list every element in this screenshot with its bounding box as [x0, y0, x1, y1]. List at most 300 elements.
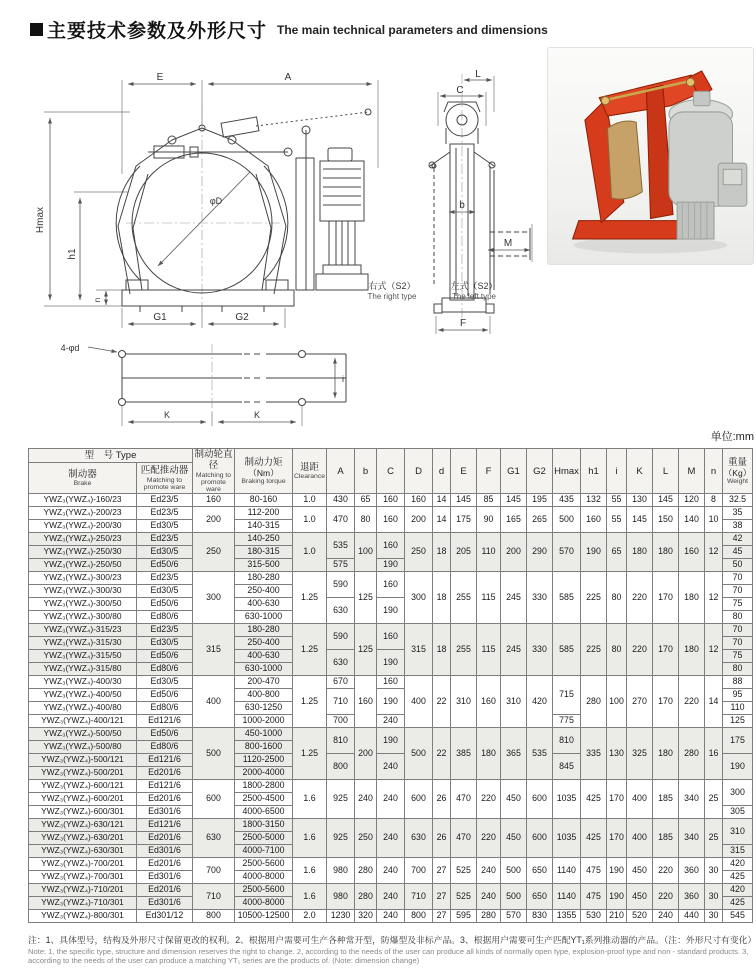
table-cell: 1800-2800	[235, 780, 293, 793]
table-cell: Ed50/6	[137, 598, 193, 611]
model-cell: YWZ₃(YWZ₄)-500/121	[29, 754, 137, 767]
table-cell: 16	[705, 728, 723, 780]
table-cell: 630	[193, 819, 235, 858]
col-header-torque: 制动力矩 （Nm） Braking torque	[235, 449, 293, 494]
table-row	[29, 624, 753, 637]
table-cell: 55	[607, 507, 627, 533]
table-cell: 185	[653, 819, 679, 858]
front-view-drawing	[30, 68, 395, 340]
table-cell: 240	[653, 910, 679, 923]
table-cell: 270	[627, 676, 653, 728]
table-cell: Ed23/5	[137, 624, 193, 637]
table-cell: 1.6	[293, 884, 327, 910]
table-cell: 1.0	[293, 494, 327, 507]
table-cell: 115	[477, 624, 501, 676]
table-cell: 440	[679, 910, 705, 923]
table-cell: 130	[607, 728, 627, 780]
table-cell: Ed23/5	[137, 494, 193, 507]
table-cell: 2500-5600	[235, 884, 293, 897]
table-cell: Ed201/6	[137, 884, 193, 897]
table-cell: 450	[627, 858, 653, 884]
table-cell: 220	[627, 624, 653, 676]
table-cell: 670	[327, 676, 355, 689]
table-cell: 700	[193, 858, 235, 884]
table-cell: 1.0	[293, 507, 327, 533]
table-row	[29, 780, 753, 793]
table-cell: 35	[723, 507, 753, 520]
table-cell: 710	[405, 884, 433, 910]
table-cell: 365	[501, 728, 527, 780]
table-cell: 1.25	[293, 728, 327, 780]
table-cell: 22	[433, 728, 451, 780]
table-cell: 180	[679, 572, 705, 624]
table-cell: 925	[327, 819, 355, 858]
table-cell: 315	[405, 624, 433, 676]
dim-label-m: M	[503, 238, 513, 249]
table-cell: 300	[723, 780, 753, 806]
table-cell: 255	[451, 572, 477, 624]
table-cell: 425	[581, 819, 607, 858]
table-row	[29, 884, 753, 897]
bottom-view-drawing	[50, 338, 380, 430]
table-cell: 470	[327, 507, 355, 533]
page-title-zh: 主要技术参数及外形尺寸	[47, 21, 268, 42]
table-cell: 240	[377, 910, 405, 923]
col-header-hmax: Hmax	[553, 449, 581, 494]
col-header-k: K	[627, 449, 653, 494]
table-cell: 255	[451, 624, 477, 676]
table-cell: Ed121/6	[137, 754, 193, 767]
table-cell: 250	[405, 533, 433, 572]
table-cell: 335	[581, 728, 607, 780]
note-en: Note: 1, the specific type, structure and dimension reserves the right to change. 2, according to the needs of the user can produce all kinds of normally open type, explosion-proof type and non - standard products. 3, according to the needs of the user can produce a matching YT₁ series are the products of. (Note: dimension change)	[28, 946, 749, 966]
table-cell: 300	[405, 572, 433, 624]
table-cell: Ed30/5	[137, 676, 193, 689]
table-cell: 500	[553, 507, 581, 533]
table-cell: 700	[405, 858, 433, 884]
table-row	[29, 533, 753, 546]
spec-table-wrap	[28, 448, 755, 923]
table-cell: 650	[527, 858, 553, 884]
col-header-b: b	[355, 449, 377, 494]
dim-label-hmax: Hmax	[35, 206, 46, 234]
dim-label-e: E	[156, 72, 164, 83]
table-cell: 475	[581, 884, 607, 910]
table-cell: 630	[327, 650, 355, 676]
dim-label-g1: G1	[153, 312, 167, 323]
col-header-d: D	[405, 449, 433, 494]
table-cell: 420	[527, 676, 553, 728]
table-cell: 2500-4500	[235, 793, 293, 806]
table-cell: 450	[501, 780, 527, 819]
table-cell: 180	[653, 533, 679, 572]
dim-label-k1: K	[163, 410, 171, 420]
table-cell: 175	[723, 728, 753, 754]
table-cell: 1.25	[293, 572, 327, 624]
table-cell: 980	[327, 884, 355, 910]
table-cell: 80	[607, 624, 627, 676]
table-cell: 240	[477, 884, 501, 910]
model-cell: YWZ₃(YWZ₄)-315/23	[29, 624, 137, 637]
col-header-g2: G2	[527, 449, 553, 494]
page-title-en: The main technical parameters and dimensions	[277, 22, 548, 37]
table-cell: Ed80/6	[137, 702, 193, 715]
table-cell: 305	[723, 806, 753, 819]
table-cell: 585	[553, 572, 581, 624]
table-cell: Ed301/6	[137, 845, 193, 858]
table-cell: 710	[193, 884, 235, 910]
table-cell: 205	[451, 533, 477, 572]
table-cell: Ed30/5	[137, 637, 193, 650]
table-cell: 240	[377, 858, 405, 884]
table-cell: 1140	[553, 858, 581, 884]
table-cell: 600	[405, 780, 433, 819]
table-cell: 500	[405, 728, 433, 780]
table-cell: 27	[433, 884, 451, 910]
table-cell: 810	[327, 728, 355, 754]
table-cell: 400	[193, 676, 235, 728]
table-cell: 420	[723, 884, 753, 897]
notes	[28, 935, 755, 966]
table-cell: 115	[477, 572, 501, 624]
table-cell: 170	[653, 572, 679, 624]
col-header-e: E	[451, 449, 477, 494]
table-cell: 1.0	[293, 533, 327, 572]
model-cell: YWZ₃(YWZ₄)-400/121	[29, 715, 137, 728]
table-cell: 160	[377, 676, 405, 689]
model-cell: YWZ₃(YWZ₄)-700/301	[29, 871, 137, 884]
table-cell: 400	[405, 676, 433, 728]
table-cell: 1.6	[293, 858, 327, 884]
table-cell: Ed201/6	[137, 793, 193, 806]
table-row	[29, 819, 753, 832]
table-cell: 65	[355, 494, 377, 507]
table-cell: 180-315	[235, 546, 293, 559]
table-cell: 160	[377, 494, 405, 507]
table-cell: Ed201/6	[137, 767, 193, 780]
table-cell: 1120-2500	[235, 754, 293, 767]
table-cell: Ed301/12	[137, 910, 193, 923]
table-cell: 145	[451, 494, 477, 507]
table-cell: 10500-12500	[235, 910, 293, 923]
table-cell: 132	[581, 494, 607, 507]
table-cell: 120	[679, 494, 705, 507]
table-cell: 170	[653, 676, 679, 728]
table-cell: 27	[433, 858, 451, 884]
table-cell: 1035	[553, 819, 581, 858]
table-cell: 450-1000	[235, 728, 293, 741]
product-photo	[547, 47, 754, 265]
table-cell: 310	[723, 819, 753, 845]
dim-label-k2: K	[253, 410, 261, 420]
table-cell: 70	[723, 585, 753, 598]
table-cell: 195	[527, 494, 553, 507]
table-cell: 315	[723, 845, 753, 858]
table-cell: 800	[193, 910, 235, 923]
table-cell: 800	[405, 910, 433, 923]
table-cell: 400	[627, 819, 653, 858]
table-cell: 8	[705, 494, 723, 507]
table-cell: 50	[723, 559, 753, 572]
model-cell: YWZ₃(YWZ₄)-600/201	[29, 793, 137, 806]
table-cell: 400-630	[235, 598, 293, 611]
table-cell: Ed30/5	[137, 520, 193, 533]
right-type-en: The right type	[367, 292, 417, 302]
table-cell: 330	[527, 572, 553, 624]
table-cell: 12	[705, 624, 723, 676]
table-cell: 310	[451, 676, 477, 728]
table-cell: 320	[355, 910, 377, 923]
table-cell: 145	[653, 494, 679, 507]
table-cell: 30	[705, 910, 723, 923]
table-cell: 160	[377, 572, 405, 598]
model-cell: YWZ₃(YWZ₄)-250/30	[29, 546, 137, 559]
table-cell: 595	[451, 910, 477, 923]
table-cell: 360	[679, 884, 705, 910]
table-cell: 700	[327, 715, 355, 728]
model-cell: YWZ₃(YWZ₄)-300/50	[29, 598, 137, 611]
table-cell: 710	[327, 689, 355, 715]
table-cell: 170	[653, 624, 679, 676]
table-cell: 30	[705, 884, 723, 910]
table-cell: 1355	[553, 910, 581, 923]
table-cell: 190	[581, 533, 607, 572]
table-cell: 55	[607, 494, 627, 507]
table-cell: 18	[433, 533, 451, 572]
table-cell: 240	[377, 780, 405, 819]
table-cell: 925	[327, 780, 355, 819]
model-cell: YWZ₃(YWZ₄)-710/201	[29, 884, 137, 897]
table-cell: 65	[607, 533, 627, 572]
table-cell: 220	[653, 884, 679, 910]
table-cell: Ed50/6	[137, 559, 193, 572]
table-cell: 245	[501, 572, 527, 624]
table-cell: 18	[433, 624, 451, 676]
table-cell: 14	[433, 494, 451, 507]
table-cell: 315	[193, 624, 235, 676]
col-header-i: i	[607, 449, 627, 494]
spec-table	[28, 448, 753, 923]
table-cell: 4000-8000	[235, 897, 293, 910]
table-cell: 400-800	[235, 689, 293, 702]
table-cell: 2500-5600	[235, 858, 293, 871]
table-cell: 175	[451, 507, 477, 533]
table-cell: 240	[377, 819, 405, 858]
table-cell: 360	[679, 858, 705, 884]
table-cell: Ed121/6	[137, 715, 193, 728]
table-cell: 325	[627, 728, 653, 780]
table-cell: 200	[501, 533, 527, 572]
dim-label-c: C	[456, 85, 464, 96]
table-cell: 160	[377, 624, 405, 650]
table-cell: 145	[627, 507, 653, 533]
table-cell: 545	[723, 910, 753, 923]
table-row	[29, 572, 753, 585]
table-cell: 300	[193, 572, 235, 624]
table-cell: 160	[377, 533, 405, 559]
col-header-diameter: 制动轮直径 Matching to promote ware	[194, 449, 233, 494]
dim-label-h1: h1	[67, 248, 78, 260]
table-cell: 630	[405, 819, 433, 858]
table-cell: 30	[705, 858, 723, 884]
left-type-en: The left type	[451, 292, 497, 302]
model-cell: YWZ₃(YWZ₄)-315/30	[29, 637, 137, 650]
col-header-m: M	[679, 449, 705, 494]
table-cell: 145	[501, 494, 527, 507]
dim-label-l: L	[475, 69, 481, 80]
table-cell: 535	[327, 533, 355, 559]
model-cell: YWZ₃(YWZ₄)-250/50	[29, 559, 137, 572]
table-cell: 280	[355, 858, 377, 884]
table-cell: 280	[679, 728, 705, 780]
model-cell: YWZ₃(YWZ₄)-400/50	[29, 689, 137, 702]
model-cell: YWZ₃(YWZ₄)-500/80	[29, 741, 137, 754]
table-cell: 160	[581, 507, 607, 533]
table-cell: 70	[723, 624, 753, 637]
model-cell: YWZ₃(YWZ₄)-630/121	[29, 819, 137, 832]
dim-label-g2: G2	[235, 312, 249, 323]
table-cell: 980	[327, 858, 355, 884]
unit-label: 单位:mm	[710, 431, 754, 443]
table-cell: 775	[553, 715, 581, 728]
table-cell: 180	[653, 728, 679, 780]
table-cell: 170	[607, 819, 627, 858]
table-cell: 530	[581, 910, 607, 923]
table-cell: 225	[581, 624, 607, 676]
table-cell: 280	[477, 910, 501, 923]
table-cell: 160	[377, 507, 405, 533]
table-cell: Ed201/6	[137, 858, 193, 871]
table-cell: 112-200	[235, 507, 293, 520]
table-cell: 180	[627, 533, 653, 572]
model-cell: YWZ₃(YWZ₄)-315/80	[29, 663, 137, 676]
table-cell: 80	[607, 572, 627, 624]
model-cell: YWZ₃(YWZ₄)-630/201	[29, 832, 137, 845]
table-cell: 830	[527, 910, 553, 923]
table-cell: 245	[501, 624, 527, 676]
table-cell: 4000-6500	[235, 806, 293, 819]
table-cell: 240	[377, 884, 405, 910]
table-cell: 220	[477, 780, 501, 819]
table-cell: 70	[723, 572, 753, 585]
table-cell: 165	[501, 507, 527, 533]
col-header-c: C	[377, 449, 405, 494]
table-cell: 100	[607, 676, 627, 728]
table-row	[29, 494, 753, 507]
table-cell: 200	[355, 728, 377, 780]
table-cell: 140	[679, 507, 705, 533]
table-cell: 2000-4000	[235, 767, 293, 780]
dim-label-b: b	[459, 200, 465, 211]
table-cell: 185	[653, 780, 679, 819]
table-cell: 425	[581, 780, 607, 819]
table-cell: 160	[477, 676, 501, 728]
table-cell: 190	[377, 650, 405, 676]
model-cell: YWZ₃(YWZ₄)-400/30	[29, 676, 137, 689]
table-cell: 1.6	[293, 780, 327, 819]
table-cell: 250-400	[235, 637, 293, 650]
table-cell: 1.25	[293, 624, 327, 676]
table-cell: 160	[355, 676, 377, 728]
table-cell: Ed50/6	[137, 728, 193, 741]
table-cell: Ed201/6	[137, 832, 193, 845]
table-cell: 140-250	[235, 533, 293, 546]
table-cell: 80	[723, 663, 753, 676]
model-cell: YWZ₃(YWZ₄)-315/50	[29, 650, 137, 663]
table-cell: 810	[553, 728, 581, 754]
col-header-g1: G1	[501, 449, 527, 494]
table-cell: 800-1600	[235, 741, 293, 754]
dim-label-i: i	[342, 374, 344, 384]
table-cell: 590	[327, 624, 355, 650]
table-row	[29, 910, 753, 923]
table-cell: 425	[723, 897, 753, 910]
table-cell: 315-500	[235, 559, 293, 572]
table-cell: 1140	[553, 884, 581, 910]
table-cell: 500	[501, 884, 527, 910]
table-cell: 130	[627, 494, 653, 507]
table-cell: 125	[355, 572, 377, 624]
table-cell: 220	[627, 572, 653, 624]
table-cell: 95	[723, 689, 753, 702]
table-cell: 450	[627, 884, 653, 910]
table-cell: 12	[705, 572, 723, 624]
col-header-h1: h1	[581, 449, 607, 494]
col-header-a: A	[327, 449, 355, 494]
table-cell: 500	[193, 728, 235, 780]
table-cell: Ed23/5	[137, 572, 193, 585]
table-cell: 210	[607, 910, 627, 923]
left-type-label	[432, 281, 516, 302]
table-cell: 425	[723, 871, 753, 884]
table-cell: 630-1000	[235, 663, 293, 676]
section-marker-icon	[30, 23, 43, 36]
table-cell: Ed121/6	[137, 819, 193, 832]
table-cell: 240	[377, 754, 405, 780]
dim-label-f: F	[459, 318, 467, 329]
table-cell: 845	[553, 754, 581, 780]
table-cell: 18	[433, 572, 451, 624]
table-cell: 80-160	[235, 494, 293, 507]
table-cell: 585	[553, 624, 581, 676]
table-cell: 45	[723, 546, 753, 559]
table-cell: 190	[607, 884, 627, 910]
table-cell: Ed80/6	[137, 611, 193, 624]
table-cell: 25	[705, 819, 723, 858]
table-cell: 600	[527, 819, 553, 858]
table-cell: 240	[355, 780, 377, 819]
table-cell: 22	[433, 676, 451, 728]
table-cell: 250-400	[235, 585, 293, 598]
table-cell: 290	[527, 533, 553, 572]
table-cell: 200-470	[235, 676, 293, 689]
table-cell: 80	[355, 507, 377, 533]
table-cell: 200	[405, 507, 433, 533]
table-cell: 600	[193, 780, 235, 819]
table-cell: 330	[527, 624, 553, 676]
col-header-type: 型 号 Type	[29, 449, 193, 463]
table-row	[29, 676, 753, 689]
table-cell: 190	[723, 754, 753, 780]
table-cell: 10	[705, 507, 723, 533]
model-cell: YWZ₃(YWZ₄)-160/23	[29, 494, 137, 507]
table-cell: Ed50/6	[137, 689, 193, 702]
table-cell: 1000-2000	[235, 715, 293, 728]
table-cell: 180	[477, 728, 501, 780]
table-cell: 575	[327, 559, 355, 572]
table-cell: Ed30/5	[137, 546, 193, 559]
table-cell: 75	[723, 598, 753, 611]
